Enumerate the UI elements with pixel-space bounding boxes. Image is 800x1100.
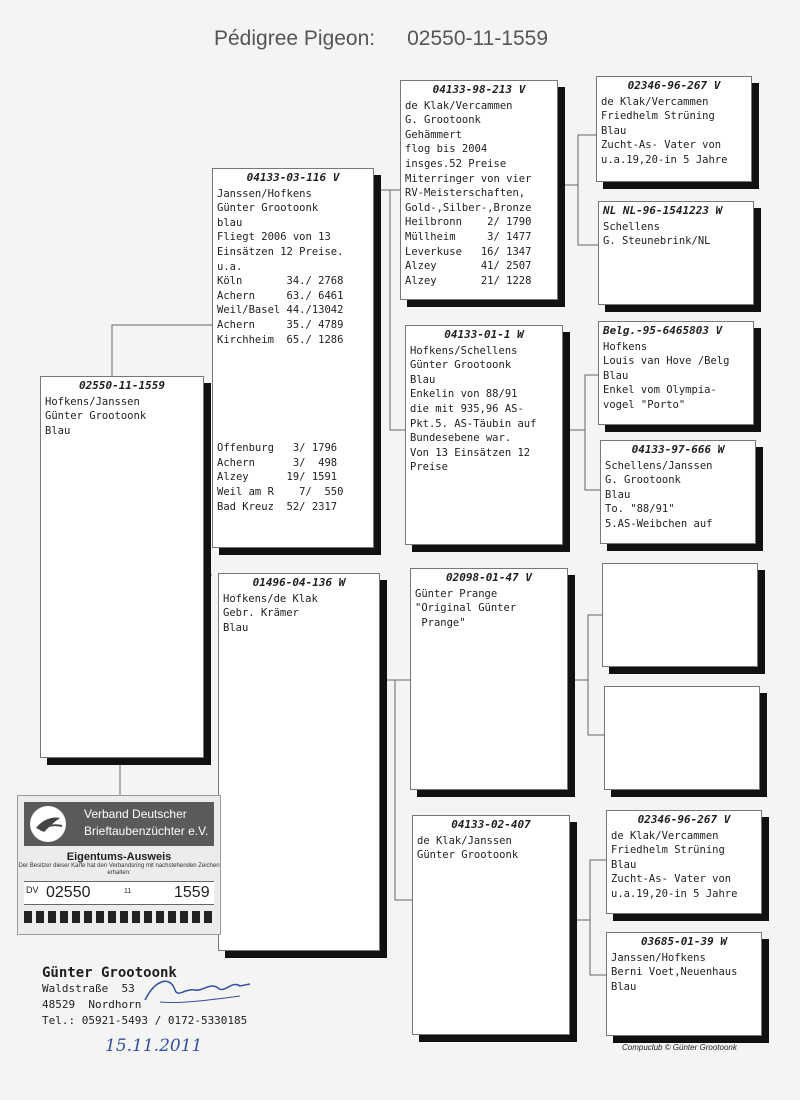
card-line: Louis van Hove /Belg <box>603 355 730 368</box>
card-line: Alzey 19/ 1591 <box>217 471 338 484</box>
card-line: Berni Voet,Neuenhaus <box>611 966 738 979</box>
card-line: Blau <box>611 858 637 871</box>
owner-street: Waldstraße 53 <box>42 982 135 995</box>
paternal-grandmother-card <box>405 325 563 545</box>
card-line: Einsätzen 12 Preise. <box>217 245 344 258</box>
card-line: vogel "Porto" <box>603 398 686 411</box>
card-line: Blau <box>410 373 436 386</box>
fm-ring-number: 04133-01-1 W <box>444 328 524 341</box>
card-line: Günter Grootoonk <box>417 849 519 862</box>
card-line: Zucht-As- Vater von <box>611 873 732 886</box>
card-line: Heilbronn 2/ 1790 <box>405 216 532 229</box>
card-line: Prange" <box>415 616 466 629</box>
card-line: Blau <box>45 424 71 437</box>
card-line: Miterringer von vier <box>405 172 532 185</box>
card-line: Bad Kreuz 52/ 2317 <box>217 500 338 513</box>
header-ring-number: 02550-11-1559 <box>407 27 549 50</box>
fmf-ring-number: Belg.-95-6465803 V <box>603 324 723 337</box>
great-grandparent-card-ffm <box>598 201 754 305</box>
card-line: RV-Meisterschaften, <box>405 187 526 200</box>
card-line: de Klak/Vercammen <box>405 99 513 112</box>
mother-ring-number: 01496-04-136 W <box>252 576 346 589</box>
ff-ring-number: 04133-98-213 V <box>432 83 526 96</box>
card-line: Günter Grootoonk <box>217 202 319 215</box>
card-line: Hofkens <box>603 340 648 353</box>
owner-name: Günter Grootoonk <box>42 965 177 981</box>
ring-year: 11 <box>124 888 132 895</box>
owner-phone: Tel.: 05921-5493 / 0172-5330185 <box>42 1014 248 1027</box>
card-line: Friedhelm Strüning <box>601 110 715 123</box>
card-line: Gebr. Krämer <box>223 607 299 620</box>
ownership-card-title: Eigentums-Ausweis <box>66 851 172 863</box>
org-name-line2: Brieftaubenzüchter e.V. <box>84 824 209 838</box>
great-grandparent-card-mfm <box>604 686 760 790</box>
fff-ring-number: 02346-96-267 V <box>627 79 721 92</box>
great-grandparent-card-fmf <box>598 321 754 425</box>
mother-card <box>218 573 380 951</box>
card-line: Von 13 Einsätzen 12 <box>410 446 531 459</box>
mm-ring-number: 04133-02-407 <box>451 818 531 831</box>
ring-serial-number: 1559 <box>174 884 210 901</box>
main-pigeon-card <box>40 376 204 758</box>
card-line: insges.52 Preise <box>405 157 507 170</box>
card-line: de Klak/Vercammen <box>601 95 709 108</box>
ring-club-number: 02550 <box>46 884 91 901</box>
fmm-ring-number: 04133-97-666 W <box>631 443 725 456</box>
ownership-card-header <box>24 802 214 846</box>
card-line: G. Steunebrink/NL <box>603 235 711 248</box>
card-line: Hofkens/Janssen <box>45 395 140 408</box>
card-line: blau <box>217 216 243 229</box>
card-line: Achern 3/ 498 <box>217 456 338 469</box>
card-line: flog bis 2004 <box>405 143 488 156</box>
card-line: Enkel vom Olympia- <box>603 384 717 397</box>
card-line: Günter Grootoonk <box>45 410 147 423</box>
card-line: Gehämmert <box>405 128 462 141</box>
org-name-line1: Verband Deutscher <box>84 807 187 821</box>
card-line: "Original Günter <box>415 602 517 615</box>
card-line: Blau <box>611 980 637 993</box>
footer-credit: Compuclub © Günter Grootoonk <box>622 1043 737 1052</box>
card-line: u.a.19,20-in 5 Jahre <box>601 153 728 166</box>
great-grandparent-card-fmm <box>600 440 756 544</box>
card-line: Kirchheim 65./ 1286 <box>217 333 344 346</box>
card-line: Alzey 21/ 1228 <box>405 274 532 287</box>
card-line: die mit 935,96 AS- <box>410 402 524 415</box>
card-line: Schellens <box>603 220 660 233</box>
mf-ring-number: 02098-01-47 V <box>445 571 533 584</box>
card-line: Blau <box>605 488 631 501</box>
card-line: Günter Prange <box>415 587 498 600</box>
ffm-ring-number: NL NL-96-1541223 W <box>603 204 723 217</box>
card-line: Preise <box>410 461 448 474</box>
main-ring-number: 02550-11-1559 <box>78 379 166 392</box>
card-line: Köln 34./ 2768 <box>217 275 344 288</box>
card-line: To. "88/91" <box>605 503 675 516</box>
card-line: de Klak/Janssen <box>417 834 512 847</box>
mmm-ring-number: 03685-01-39 W <box>640 935 728 948</box>
handwritten-signature <box>140 970 260 1010</box>
great-grandparent-card-fff <box>596 76 752 182</box>
card-line: Schellens/Janssen <box>605 459 713 472</box>
ownership-card <box>17 795 221 935</box>
card-line: Fliegt 2006 von 13 <box>217 231 331 244</box>
card-line: Enkelin von 88/91 <box>410 388 518 401</box>
card-line: Hofkens/de Klak <box>223 592 318 605</box>
father-ring-number: 04133-03-116 V <box>246 171 340 184</box>
card-line: Bundesebene war. <box>410 432 512 445</box>
great-grandparent-card-mmm <box>606 932 762 1036</box>
dv-label: DV <box>26 885 39 895</box>
maternal-grandfather-card <box>410 568 568 790</box>
maternal-grandmother-card <box>412 815 570 1035</box>
card-line: u.a. <box>217 260 243 273</box>
card-line: Leverkuse 16/ 1347 <box>405 245 532 258</box>
card-line: Friedhelm Strüning <box>611 844 725 857</box>
card-line: u.a.19,20-in 5 Jahre <box>611 887 738 900</box>
father-card <box>212 168 374 548</box>
page-title: Pédigree Pigeon: <box>214 27 376 50</box>
card-line: Gold-,Silber-,Bronze <box>405 201 532 214</box>
owner-city: 48529 Nordhorn <box>42 998 142 1011</box>
paternal-grandfather-card <box>400 80 558 300</box>
decorative-pattern <box>24 911 214 923</box>
card-line: Müllheim 3/ 1477 <box>405 230 532 243</box>
card-line: Blau <box>601 124 627 137</box>
card-line: Alzey 41/ 2507 <box>405 260 532 273</box>
card-line: G. Grootoonk <box>605 474 681 487</box>
card-line: Achern 35./ 4789 <box>217 318 344 331</box>
card-line: Janssen/Hofkens <box>611 951 706 964</box>
card-line: Hofkens/Schellens <box>410 344 518 357</box>
card-line: Offenburg 3/ 1796 <box>217 442 338 455</box>
ring-number-row <box>24 881 214 905</box>
card-line: Blau <box>223 621 249 634</box>
mmf-ring-number: 02346-96-267 V <box>637 813 731 826</box>
card-line: Pkt.5. AS-Täubin auf <box>410 417 537 430</box>
ownership-card-note: Der Besitzer dieser Karte hat den Verbandsring mit nachstehenden Zeichen erhalten: <box>18 863 220 876</box>
card-line: Weil/Basel 44./13042 <box>217 304 344 317</box>
card-line: G. Grootoonk <box>405 114 481 127</box>
pigeon-logo-icon <box>30 806 66 842</box>
great-grandparent-card-mff <box>602 563 758 667</box>
card-line: de Klak/Vercammen <box>611 829 719 842</box>
card-line: Achern 63./ 6461 <box>217 289 344 302</box>
great-grandparent-card-mmf <box>606 810 762 914</box>
card-line: Blau <box>603 369 629 382</box>
handwritten-date: 15.11.2011 <box>105 1036 203 1056</box>
card-line: Weil am R 7/ 550 <box>217 485 344 498</box>
card-line: Günter Grootoonk <box>410 359 512 372</box>
card-line: Zucht-As- Vater von <box>601 139 722 152</box>
card-line: 5.AS-Weibchen auf <box>605 517 713 530</box>
card-line: Janssen/Hofkens <box>217 187 312 200</box>
